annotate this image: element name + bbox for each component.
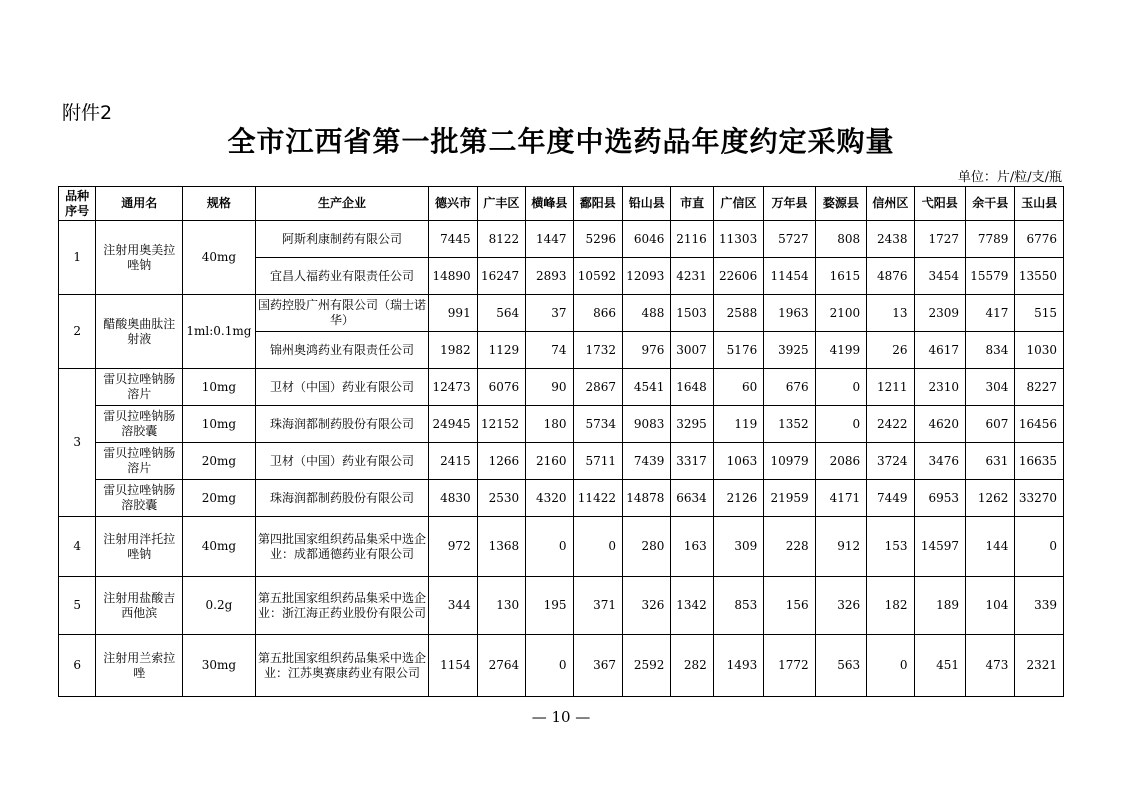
manufacturer-cell: 第五批国家组织药品集采中选企业：浙江海正药业股份有限公司 (255, 577, 429, 635)
quantity-cell: 451 (914, 635, 965, 697)
quantity-cell: 10592 (573, 258, 622, 295)
quantity-cell: 6776 (1015, 221, 1064, 258)
quantity-cell: 563 (815, 635, 866, 697)
quantity-cell: 4830 (429, 480, 477, 517)
quantity-cell: 5734 (573, 406, 622, 443)
drug-name-cell: 注射用兰索拉唑 (96, 635, 183, 697)
spec-cell: 10mg (183, 369, 256, 406)
table-row (59, 577, 1064, 635)
drug-name-cell: 注射用泮托拉唑钠 (96, 517, 183, 577)
quantity-cell: 4617 (914, 332, 965, 369)
quantity-cell: 309 (713, 517, 763, 577)
quantity-cell: 515 (1015, 295, 1064, 332)
quantity-cell: 7439 (622, 443, 670, 480)
quantity-cell: 11454 (764, 258, 815, 295)
spec-cell: 1ml:0.1mg (183, 295, 256, 369)
table-row (59, 406, 1064, 443)
header-region: 鄱阳县 (573, 187, 622, 221)
quantity-cell: 90 (526, 369, 573, 406)
manufacturer-cell: 第五批国家组织药品集采中选企业：江苏奥赛康药业有限公司 (255, 635, 429, 697)
quantity-cell: 808 (815, 221, 866, 258)
header-region: 万年县 (764, 187, 815, 221)
header-region: 市直 (671, 187, 713, 221)
quantity-cell: 163 (671, 517, 713, 577)
quantity-cell: 1211 (867, 369, 914, 406)
quantity-cell: 473 (966, 635, 1015, 697)
quantity-cell: 834 (966, 332, 1015, 369)
quantity-cell: 24945 (429, 406, 477, 443)
spec-cell: 30mg (183, 635, 256, 697)
quantity-cell: 2588 (713, 295, 763, 332)
drug-name-cell: 雷贝拉唑钠肠溶胶囊 (96, 406, 183, 443)
quantity-cell: 2438 (867, 221, 914, 258)
drug-name-cell: 雷贝拉唑钠肠溶片 (96, 369, 183, 406)
header-region: 婺源县 (815, 187, 866, 221)
drug-name-cell: 注射用奥美拉唑钠 (96, 221, 183, 295)
quantity-cell: 972 (429, 517, 477, 577)
quantity-cell: 976 (622, 332, 670, 369)
header-manufacturer: 生产企业 (255, 187, 429, 221)
quantity-cell: 1648 (671, 369, 713, 406)
quantity-cell: 2415 (429, 443, 477, 480)
quantity-cell: 182 (867, 577, 914, 635)
header-seq (59, 187, 96, 221)
quantity-cell: 2422 (867, 406, 914, 443)
header-name: 通用名 (96, 187, 183, 221)
manufacturer-cell: 国药控股广州有限公司（瑞士诺华） (255, 295, 429, 332)
quantity-cell: 37 (526, 295, 573, 332)
quantity-cell: 2321 (1015, 635, 1064, 697)
quantity-cell: 1030 (1015, 332, 1064, 369)
quantity-cell: 564 (477, 295, 525, 332)
quantity-cell: 22606 (713, 258, 763, 295)
drug-name-cell: 注射用盐酸吉西他滨 (96, 577, 183, 635)
quantity-cell: 7449 (867, 480, 914, 517)
quantity-cell: 11303 (713, 221, 763, 258)
quantity-cell: 2116 (671, 221, 713, 258)
manufacturer-cell: 珠海润都制药股份有限公司 (255, 406, 429, 443)
header-region: 余干县 (966, 187, 1015, 221)
quantity-cell: 180 (526, 406, 573, 443)
quantity-cell: 3724 (867, 443, 914, 480)
quantity-cell: 4171 (815, 480, 866, 517)
quantity-cell: 6634 (671, 480, 713, 517)
quantity-cell: 0 (815, 369, 866, 406)
manufacturer-cell: 珠海润都制药股份有限公司 (255, 480, 429, 517)
quantity-cell: 14890 (429, 258, 477, 295)
quantity-cell: 104 (966, 577, 1015, 635)
quantity-cell: 1262 (966, 480, 1015, 517)
quantity-cell: 5711 (573, 443, 622, 480)
manufacturer-cell: 第四批国家组织药品集采中选企业：成都通德药业有限公司 (255, 517, 429, 577)
quantity-cell: 0 (1015, 517, 1064, 577)
quantity-cell: 1727 (914, 221, 965, 258)
quantity-cell: 153 (867, 517, 914, 577)
quantity-cell: 119 (713, 406, 763, 443)
header-seq-line2: 序号 (65, 203, 90, 218)
quantity-cell: 130 (477, 577, 525, 635)
quantity-cell: 339 (1015, 577, 1064, 635)
quantity-cell: 13 (867, 295, 914, 332)
document-title: 全市江西省第一批第二年度中选药品年度约定采购量 (227, 125, 895, 158)
header-region: 弋阳县 (914, 187, 965, 221)
drug-name-cell: 雷贝拉唑钠肠溶胶囊 (96, 480, 183, 517)
quantity-cell: 14597 (914, 517, 965, 577)
quantity-cell: 1615 (815, 258, 866, 295)
quantity-cell: 4320 (526, 480, 573, 517)
header-region: 广信区 (713, 187, 763, 221)
quantity-cell: 4541 (622, 369, 670, 406)
quantity-cell: 2100 (815, 295, 866, 332)
quantity-cell: 14878 (622, 480, 670, 517)
quantity-cell: 991 (429, 295, 477, 332)
quantity-cell: 7789 (966, 221, 1015, 258)
quantity-cell: 2310 (914, 369, 965, 406)
drug-name-cell: 醋酸奥曲肽注射液 (96, 295, 183, 369)
quantity-cell: 2309 (914, 295, 965, 332)
header-region: 德兴市 (429, 187, 477, 221)
seq-cell: 1 (59, 221, 96, 295)
quantity-cell: 3007 (671, 332, 713, 369)
quantity-cell: 631 (966, 443, 1015, 480)
table-row (59, 221, 1064, 258)
quantity-cell: 0 (573, 517, 622, 577)
quantity-cell: 2126 (713, 480, 763, 517)
quantity-cell: 1982 (429, 332, 477, 369)
quantity-cell: 33270 (1015, 480, 1064, 517)
quantity-cell: 6076 (477, 369, 525, 406)
quantity-cell: 417 (966, 295, 1015, 332)
quantity-cell: 12152 (477, 406, 525, 443)
header-region: 铅山县 (622, 187, 670, 221)
quantity-cell: 0 (867, 635, 914, 697)
quantity-cell: 2867 (573, 369, 622, 406)
seq-cell: 2 (59, 295, 96, 369)
quantity-cell: 1772 (764, 635, 815, 697)
quantity-cell: 488 (622, 295, 670, 332)
header-row (59, 187, 1064, 221)
quantity-cell: 2764 (477, 635, 525, 697)
seq-cell: 6 (59, 635, 96, 697)
quantity-cell: 2893 (526, 258, 573, 295)
quantity-cell: 3454 (914, 258, 965, 295)
quantity-cell: 912 (815, 517, 866, 577)
quantity-cell: 367 (573, 635, 622, 697)
quantity-cell: 1266 (477, 443, 525, 480)
quantity-cell: 9083 (622, 406, 670, 443)
quantity-cell: 607 (966, 406, 1015, 443)
header-region: 玉山县 (1015, 187, 1064, 221)
quantity-cell: 6046 (622, 221, 670, 258)
quantity-cell: 1368 (477, 517, 525, 577)
quantity-cell: 2160 (526, 443, 573, 480)
quantity-cell: 326 (815, 577, 866, 635)
quantity-cell: 282 (671, 635, 713, 697)
quantity-cell: 4231 (671, 258, 713, 295)
quantity-cell: 1352 (764, 406, 815, 443)
spec-cell: 20mg (183, 443, 256, 480)
quantity-cell: 228 (764, 517, 815, 577)
quantity-cell: 1129 (477, 332, 525, 369)
quantity-cell: 3476 (914, 443, 965, 480)
quantity-cell: 1447 (526, 221, 573, 258)
header-spec: 规格 (183, 187, 256, 221)
seq-cell: 5 (59, 577, 96, 635)
quantity-cell: 1063 (713, 443, 763, 480)
quantity-cell: 74 (526, 332, 573, 369)
manufacturer-cell: 阿斯利康制药有限公司 (255, 221, 429, 258)
header-seq-line1: 品种 (65, 188, 90, 203)
quantity-cell: 6953 (914, 480, 965, 517)
quantity-cell: 12093 (622, 258, 670, 295)
quantity-cell: 3317 (671, 443, 713, 480)
quantity-cell: 5296 (573, 221, 622, 258)
quantity-cell: 4199 (815, 332, 866, 369)
procurement-table (58, 186, 1064, 697)
manufacturer-cell: 宜昌人福药业有限责任公司 (255, 258, 429, 295)
quantity-cell: 16247 (477, 258, 525, 295)
quantity-cell: 1342 (671, 577, 713, 635)
quantity-cell: 1493 (713, 635, 763, 697)
quantity-cell: 676 (764, 369, 815, 406)
quantity-cell: 15579 (966, 258, 1015, 295)
spec-cell: 0.2g (183, 577, 256, 635)
quantity-cell: 8122 (477, 221, 525, 258)
quantity-cell: 280 (622, 517, 670, 577)
quantity-cell: 12473 (429, 369, 477, 406)
quantity-cell: 21959 (764, 480, 815, 517)
quantity-cell: 189 (914, 577, 965, 635)
spec-cell: 40mg (183, 221, 256, 295)
quantity-cell: 0 (815, 406, 866, 443)
quantity-cell: 3295 (671, 406, 713, 443)
quantity-cell: 1963 (764, 295, 815, 332)
spec-cell: 10mg (183, 406, 256, 443)
quantity-cell: 5727 (764, 221, 815, 258)
seq-cell: 4 (59, 517, 96, 577)
header-region: 广丰区 (477, 187, 525, 221)
quantity-cell: 3925 (764, 332, 815, 369)
table-body (59, 221, 1064, 697)
header-region: 信州区 (867, 187, 914, 221)
manufacturer-cell: 卫材（中国）药业有限公司 (255, 369, 429, 406)
attachment-label: 附件2 (62, 102, 113, 124)
quantity-cell: 4620 (914, 406, 965, 443)
quantity-cell: 1503 (671, 295, 713, 332)
table-row (59, 443, 1064, 480)
quantity-cell: 326 (622, 577, 670, 635)
drug-name-cell: 雷贝拉唑钠肠溶片 (96, 443, 183, 480)
quantity-cell: 0 (526, 635, 573, 697)
quantity-cell: 7445 (429, 221, 477, 258)
quantity-cell: 4876 (867, 258, 914, 295)
quantity-cell: 304 (966, 369, 1015, 406)
unit-label: 单位：片/粒/支/瓶 (957, 170, 1062, 185)
quantity-cell: 0 (526, 517, 573, 577)
quantity-cell: 2592 (622, 635, 670, 697)
table-row (59, 517, 1064, 577)
quantity-cell: 16635 (1015, 443, 1064, 480)
quantity-cell: 60 (713, 369, 763, 406)
quantity-cell: 1154 (429, 635, 477, 697)
quantity-cell: 853 (713, 577, 763, 635)
quantity-cell: 2530 (477, 480, 525, 517)
quantity-cell: 13550 (1015, 258, 1064, 295)
table-row (59, 369, 1064, 406)
quantity-cell: 2086 (815, 443, 866, 480)
quantity-cell: 26 (867, 332, 914, 369)
table-row (59, 480, 1064, 517)
quantity-cell: 8227 (1015, 369, 1064, 406)
table-row (59, 295, 1064, 332)
quantity-cell: 10979 (764, 443, 815, 480)
quantity-cell: 156 (764, 577, 815, 635)
quantity-cell: 5176 (713, 332, 763, 369)
table-row (59, 635, 1064, 697)
spec-cell: 40mg (183, 517, 256, 577)
spec-cell: 20mg (183, 480, 256, 517)
quantity-cell: 1732 (573, 332, 622, 369)
quantity-cell: 866 (573, 295, 622, 332)
manufacturer-cell: 锦州奥鸿药业有限责任公司 (255, 332, 429, 369)
quantity-cell: 344 (429, 577, 477, 635)
manufacturer-cell: 卫材（中国）药业有限公司 (255, 443, 429, 480)
quantity-cell: 11422 (573, 480, 622, 517)
header-region: 横峰县 (526, 187, 573, 221)
quantity-cell: 16456 (1015, 406, 1064, 443)
page-number: — 10 — (531, 708, 591, 726)
quantity-cell: 144 (966, 517, 1015, 577)
seq-cell: 3 (59, 369, 96, 517)
quantity-cell: 195 (526, 577, 573, 635)
quantity-cell: 371 (573, 577, 622, 635)
